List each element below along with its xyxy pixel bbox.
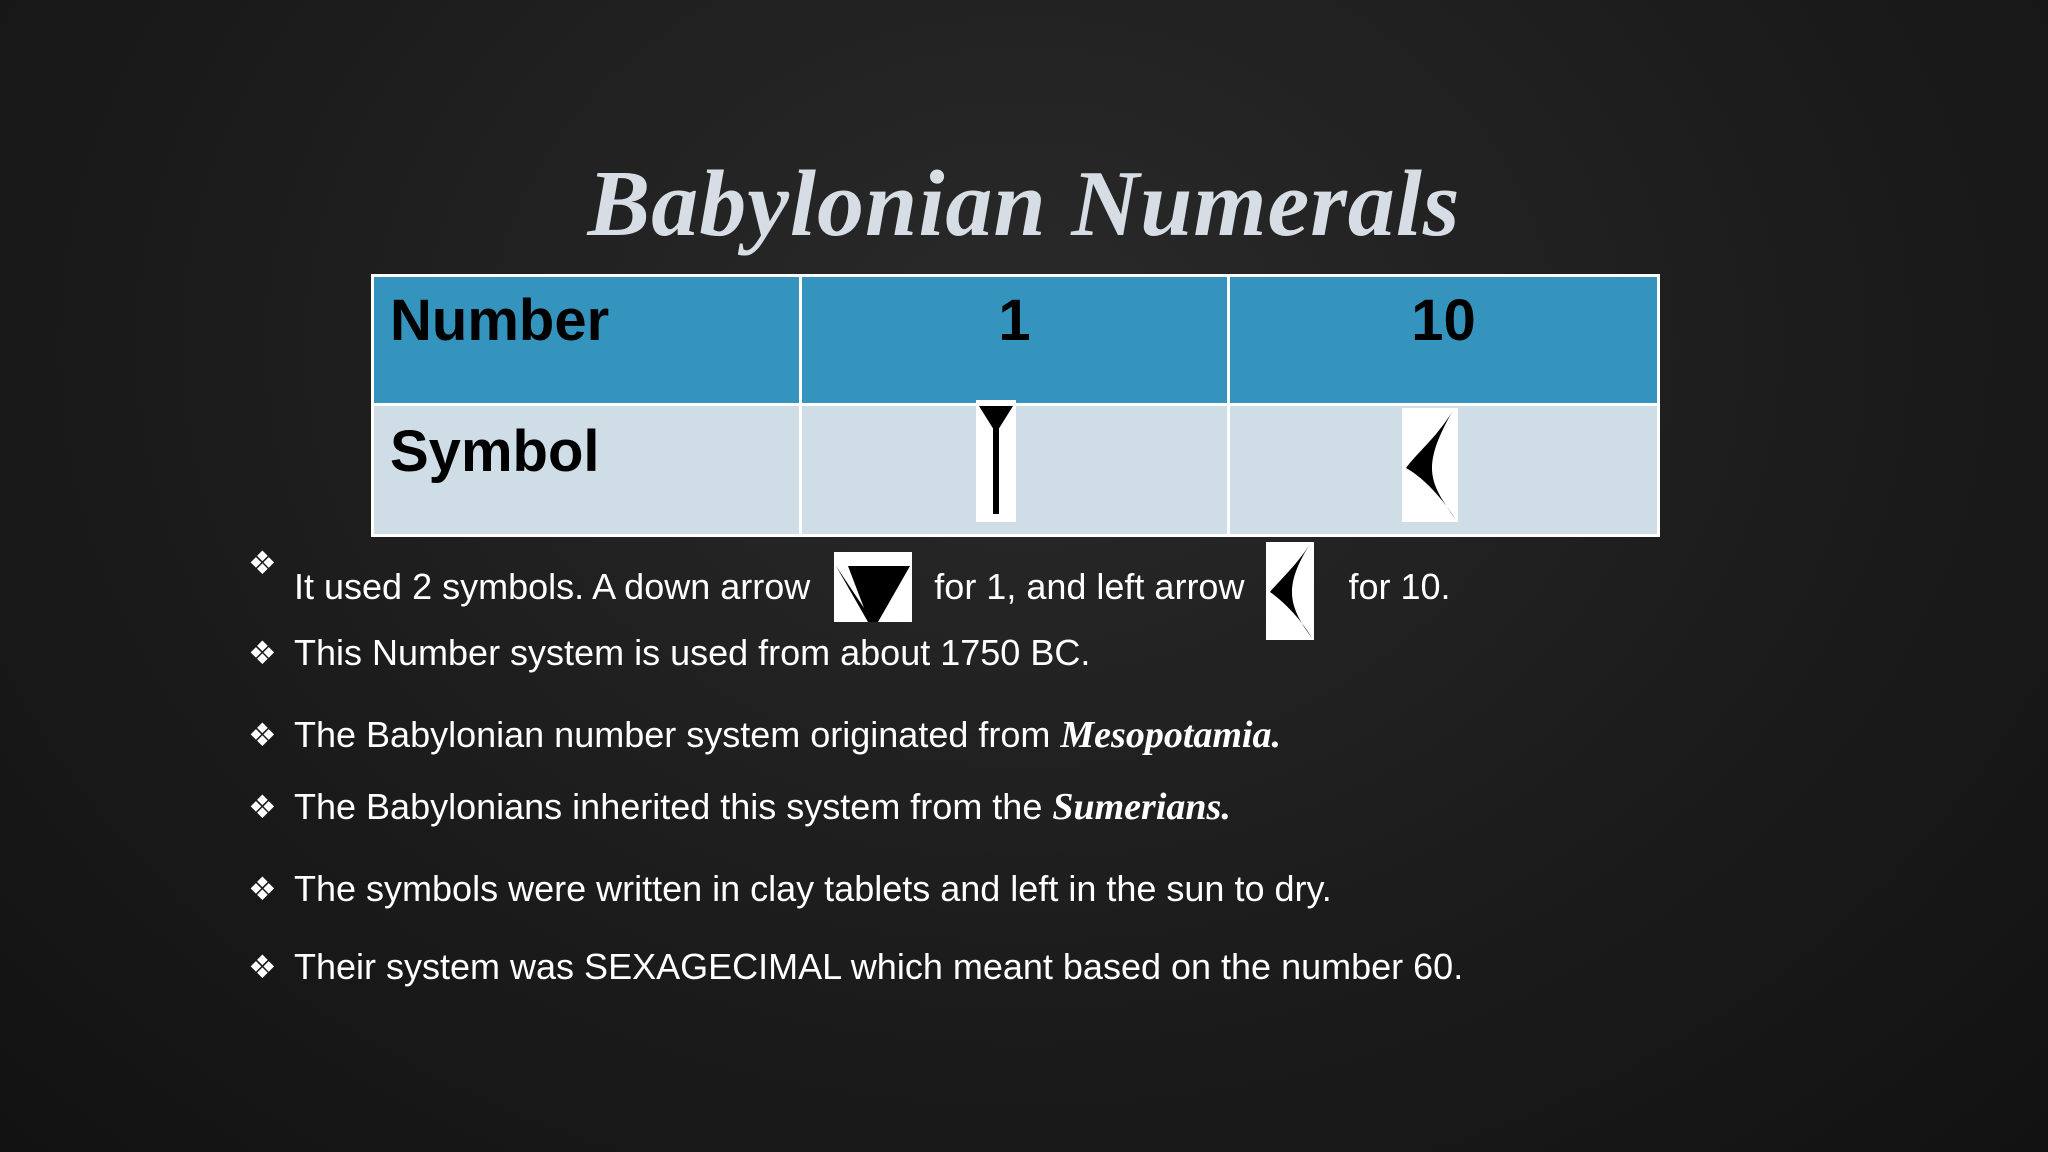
bullet-1-text-c: for 10.	[1348, 565, 1451, 607]
bullet-marker-icon: ❖	[248, 545, 277, 581]
cell-symbol-10	[1229, 405, 1659, 536]
bullet-2-text: This Number system is used from about 1750 BC.	[294, 632, 1091, 673]
bullet-3-emphasis: Mesopotamia.	[1060, 714, 1281, 756]
numerals-table	[371, 274, 1660, 537]
table-row-number	[373, 276, 1659, 405]
cell-symbol-label: Symbol	[373, 405, 801, 536]
left-arrow-wedge-icon	[1266, 542, 1314, 640]
bullet-marker-icon: ❖	[248, 717, 277, 753]
bullet-marker-icon: ❖	[248, 789, 277, 825]
bullet-5-text: The symbols were written in clay tablets and left in the sun to dry.	[294, 868, 1332, 909]
slide-title: Babylonian Numerals	[587, 152, 1461, 256]
cell-number-1: 1	[801, 276, 1229, 405]
bullet-marker-icon: ❖	[248, 871, 277, 907]
bullet-1-text-a: It used 2 symbols. A down arrow	[294, 565, 811, 607]
bullet-1-text-b: for 1, and left arrow	[934, 565, 1245, 607]
down-arrow-wedge-icon	[834, 552, 912, 622]
bullet-marker-icon: ❖	[248, 949, 277, 985]
bullet-4-text: The Babylonians inherited this system from the	[294, 786, 1053, 827]
cell-number-label: Number	[373, 276, 801, 405]
bullet-4-emphasis: Sumerians.	[1052, 786, 1231, 828]
chevron-left-icon	[1402, 408, 1458, 522]
table-row-symbol	[373, 405, 1659, 536]
cell-number-10: 10	[1229, 276, 1659, 405]
bullet-marker-icon: ❖	[248, 635, 277, 671]
wedge-vertical-icon	[976, 400, 1016, 522]
cell-symbol-1	[801, 405, 1229, 536]
bullet-3-text: The Babylonian number system originated from	[294, 714, 1061, 755]
bullet-6-text: Their system was SEXAGECIMAL which meant based on the number 60.	[294, 946, 1464, 987]
